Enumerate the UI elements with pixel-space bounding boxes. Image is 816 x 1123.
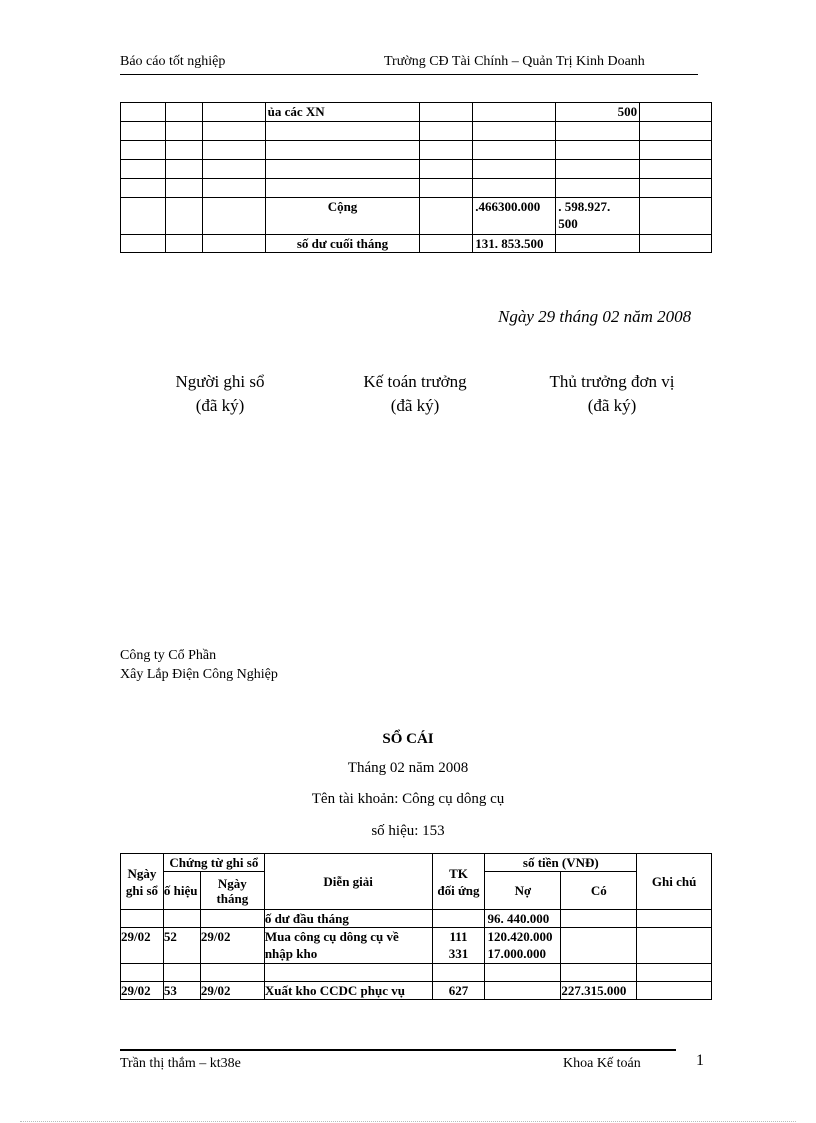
row-voucher-date: 29/02	[200, 982, 264, 1000]
total-co	[556, 198, 640, 235]
ledger-table	[120, 853, 712, 1000]
col-ngay-thang: Ngày tháng	[200, 872, 264, 910]
col-ngay-ghi-so: Ngày ghi sổ	[121, 854, 164, 910]
page-edge	[20, 1121, 796, 1122]
col-so-hieu: ố hiệu	[163, 872, 200, 910]
ledger-account-name: Tên tài khoản: Công cụ dông cụ	[311, 791, 505, 807]
row-tk: 111 331	[432, 928, 485, 964]
top-ledger-table	[120, 102, 712, 253]
col-ghi-chu: Ghi chú	[637, 854, 712, 910]
row-voucher: 53	[163, 982, 200, 1000]
signature-status: (đã ký)	[587, 396, 637, 415]
row-desc: Xuất kho CCDC phục vụ	[264, 982, 432, 1000]
company-line1: Công ty Cổ Phần	[120, 648, 217, 663]
table-row	[121, 141, 712, 160]
table-row	[121, 198, 712, 235]
signature-chief-accountant	[315, 370, 515, 418]
signature-title: Người ghi sổ	[175, 372, 265, 391]
signature-status: (đã ký)	[195, 396, 245, 415]
row-desc: ủa các XN	[265, 103, 420, 122]
row-voucher: 52	[163, 928, 200, 964]
table-row	[121, 122, 712, 141]
footer-rule	[120, 1049, 676, 1051]
table-row	[121, 160, 712, 179]
table-row	[121, 103, 712, 122]
ledger-title: SỔ CÁI	[382, 731, 434, 747]
signature-status: (đã ký)	[390, 396, 440, 415]
table-row	[121, 928, 712, 964]
table-row	[121, 964, 712, 982]
row-co: 227.315.000	[561, 982, 637, 1000]
total-label: Cộng	[265, 198, 420, 235]
closing-label: số dư cuối tháng	[265, 235, 420, 253]
footer-right: Khoa Kế toán	[563, 1056, 641, 1071]
header-rule	[120, 74, 698, 75]
col-co: Có	[561, 872, 637, 910]
ledger-account-number: số hiệu: 153	[371, 823, 445, 839]
total-no: .466300.000	[473, 198, 556, 235]
row-tk: 627	[432, 982, 485, 1000]
total-co-line2: 500	[558, 216, 578, 231]
col-chung-tu: Chứng từ ghi sổ	[163, 854, 264, 872]
ledger-month: Tháng 02 năm 2008	[347, 760, 469, 776]
company-line2: Xây Lắp Điện Công Nghiệp	[120, 667, 278, 682]
signature-director	[512, 370, 712, 418]
col-no: Nợ	[485, 872, 561, 910]
table-row	[121, 235, 712, 253]
row-no: 120.420.000 17.000.000	[485, 928, 561, 964]
table-header-row	[121, 854, 712, 872]
signature-title: Kế toán trưởng	[363, 372, 467, 391]
header-left: Báo cáo tốt nghiệp	[120, 54, 226, 69]
row-date: 29/02	[121, 982, 164, 1000]
col-dien-giai: Diễn giải	[264, 854, 432, 910]
row-value: 500	[556, 103, 640, 122]
col-so-tien: số tiền (VNĐ)	[485, 854, 637, 872]
header-right: Trường CĐ Tài Chính – Quản Trị Kinh Doanh	[384, 54, 645, 69]
row-date: 29/02	[121, 928, 164, 964]
opening-desc: ố dư đầu tháng	[264, 910, 432, 928]
page-number: 1	[696, 1052, 704, 1069]
total-co-line1: . 598.927.	[558, 199, 611, 214]
signature-recorder	[120, 370, 320, 418]
date-line: Ngày 29 tháng 02 năm 2008	[498, 307, 692, 326]
table-row	[121, 982, 712, 1000]
closing-value: 131. 853.500	[473, 235, 556, 253]
table-row	[121, 179, 712, 198]
opening-no: 96. 440.000	[485, 910, 561, 928]
col-tk: TK đối ứng	[432, 854, 485, 910]
row-voucher-date: 29/02	[200, 928, 264, 964]
row-desc: Mua công cụ dông cụ về nhập kho	[264, 928, 432, 964]
footer-left: Trần thị thắm – kt38e	[120, 1056, 241, 1071]
table-row	[121, 910, 712, 928]
signature-title: Thủ trưởng đơn vị	[549, 372, 675, 391]
company-block	[120, 646, 278, 684]
